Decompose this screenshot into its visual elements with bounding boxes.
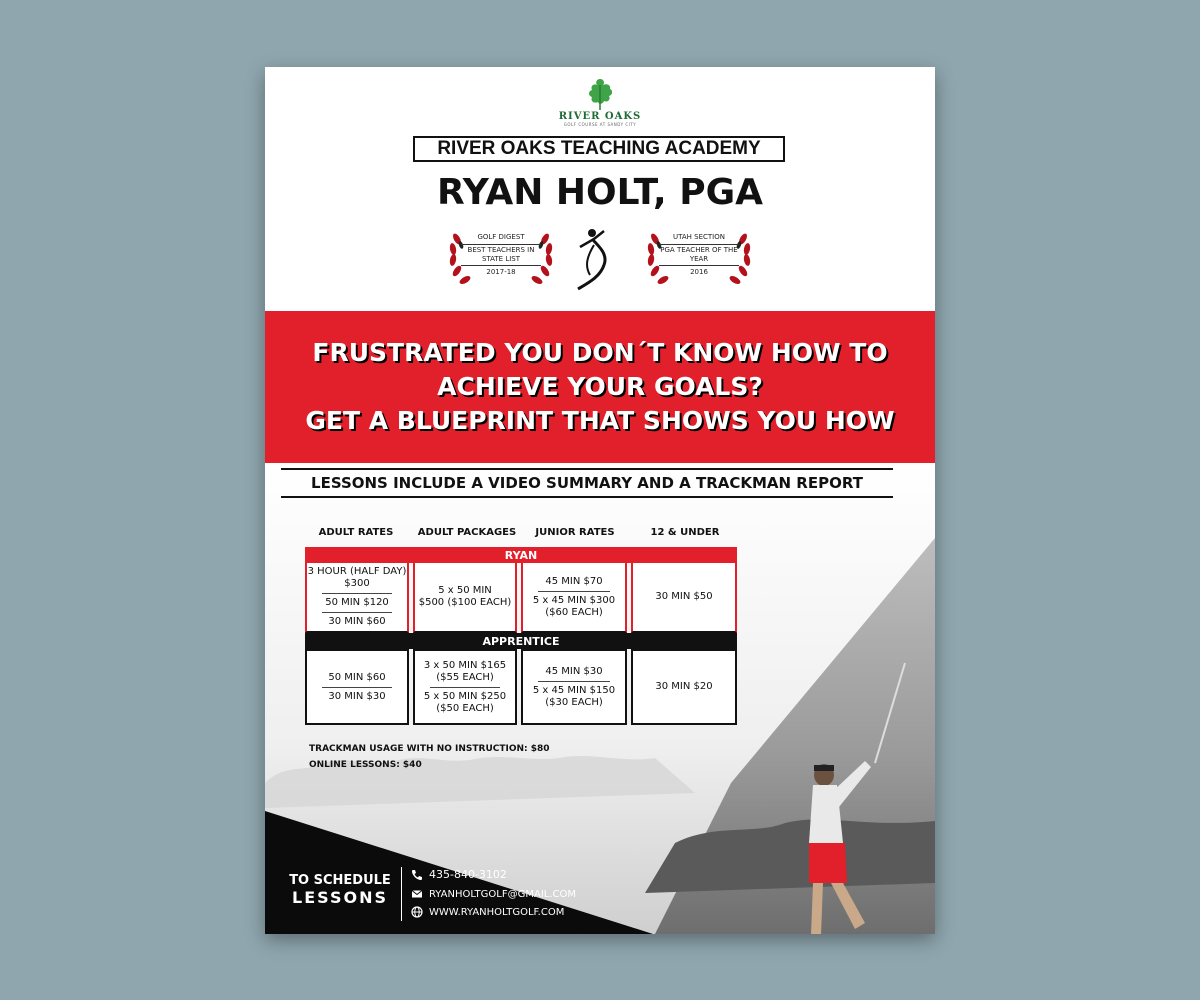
river-oaks-logo [265, 77, 935, 127]
contact-email[interactable] [411, 888, 576, 900]
award-utah-section [641, 225, 757, 293]
rate-item: 5 x 45 MIN $150 ($30 EACH) [532, 684, 616, 708]
column-head-adult-rates: ADULT RATES [318, 527, 394, 538]
contact-phone[interactable] [411, 868, 507, 881]
schedule-callout [285, 873, 395, 907]
apprentice-adult-packages [413, 649, 517, 725]
rate-item: 30 MIN $50 [655, 591, 713, 602]
rate-item: $500 ($100 EACH) [418, 597, 512, 608]
apprentice-adult-rates [305, 649, 409, 725]
rate-item: 30 MIN $20 [655, 681, 713, 692]
award-source: UTAH SECTION [673, 233, 725, 241]
schedule-line-1: TO SCHEDULE [289, 873, 391, 888]
award-source: GOLF DIGEST [477, 233, 525, 241]
rate-item: 3 x 50 MIN $165 ($55 EACH) [423, 659, 507, 683]
phone-icon [411, 869, 423, 881]
footer-divider [401, 867, 402, 921]
instructor-name: RYAN HOLT, PGA [436, 172, 764, 213]
schedule-line-2: LESSONS [292, 888, 388, 907]
oak-leaf-icon [585, 77, 615, 111]
flyer [265, 67, 935, 934]
rates-section [265, 463, 935, 934]
rate-item: 3 HOUR (HALF DAY) $300 [307, 566, 407, 589]
ryan-12-and-under [631, 563, 737, 633]
contact-website[interactable] [411, 906, 564, 918]
rate-item: 30 MIN $30 [328, 690, 386, 702]
ryan-adult-packages [413, 563, 517, 633]
academy-title: RIVER OAKS TEACHING ACADEMY [413, 136, 785, 162]
email-icon [411, 888, 423, 900]
logo-wordmark: RIVER OAKS [558, 111, 642, 122]
headline-line-1: FRUSTRATED YOU DON´T KNOW HOW TO [312, 338, 888, 367]
column-head-adult-packages: ADULT PACKAGES [417, 527, 517, 538]
apprentice-12-and-under [631, 649, 737, 725]
rate-item: 50 MIN $120 [325, 597, 389, 608]
headline-line-2: ACHIEVE YOUR GOALS? [437, 372, 763, 401]
rate-item: 45 MIN $30 [545, 665, 603, 677]
award-golf-digest [443, 225, 559, 293]
phone-number: 435-840-3102 [429, 868, 507, 881]
website-url: WWW.RYANHOLTGOLF.COM [429, 906, 565, 918]
ryan-adult-rates [305, 563, 409, 633]
award-year: 2017-18 [486, 268, 516, 276]
award-title: PGA TEACHER OF THE YEAR [659, 244, 739, 266]
rate-item: 30 MIN $60 [328, 616, 386, 627]
rates-table [305, 547, 737, 729]
logo-subtitle: GOLF COURSE AT SANDY CITY [563, 122, 637, 127]
online-lessons-note: ONLINE LESSONS: $40 [309, 760, 422, 770]
trackman-note: TRACKMAN USAGE WITH NO INSTRUCTION: $80 [309, 744, 550, 754]
column-head-12-and-under: 12 & UNDER [650, 527, 720, 538]
headline-line-3: GET A BLUEPRINT THAT SHOWS YOU HOW [305, 406, 895, 435]
column-head-junior-rates: JUNIOR RATES [535, 527, 615, 538]
lessons-heading: LESSONS INCLUDE A VIDEO SUMMARY AND A TRACKMAN REPORT [281, 468, 893, 498]
apprentice-header: APPRENTICE [305, 633, 737, 649]
rate-item: 5 x 45 MIN $300 ($60 EACH) [532, 594, 616, 618]
ryan-junior-rates [521, 563, 627, 633]
rate-item: 45 MIN $70 [545, 575, 603, 587]
rate-item: 50 MIN $60 [328, 671, 386, 683]
ryan-header: RYAN [305, 547, 737, 563]
rate-item: 5 x 50 MIN $250 ($50 EACH) [423, 690, 507, 714]
award-year: 2016 [690, 268, 708, 276]
headline-banner [265, 311, 935, 463]
globe-icon [411, 906, 423, 918]
golfer-swing-logo-icon [570, 225, 630, 295]
apprentice-junior-rates [521, 649, 627, 725]
rate-item: 5 x 50 MIN [438, 585, 492, 596]
award-title: BEST TEACHERS IN STATE LIST [461, 244, 541, 266]
email-address: RYANHOLTGOLF@GMAIL.COM [429, 888, 576, 900]
